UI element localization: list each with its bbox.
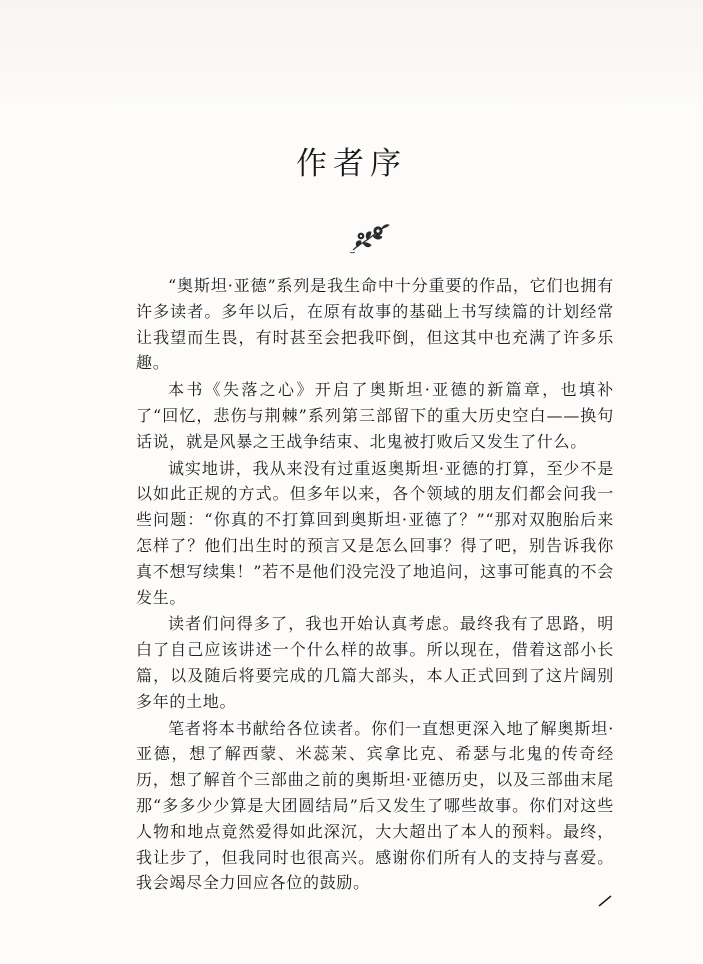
paragraph: 本书《失落之心》开启了奥斯坦·亚德的新篇章，也填补了“回忆，悲伤与荆棘”系列第三部留下的重大历史空白——换句话说，就是风暴之王战争结束、北鬼被打败后又发生了什么。 (136, 380, 614, 451)
paragraph: “奥斯坦·亚德”系列是我生命中十分重要的作品，它们也拥有许多读者。多年以后，在原有故事的基础上书写续篇的计划经常让我望而生畏，有时甚至会把我吓倒，但这其中也充满了许多乐趣。 (136, 276, 614, 373)
page-title: 作者序 (296, 146, 407, 182)
flower-ornament-icon (349, 222, 391, 256)
paragraph: 诚实地讲，我从来没有过重返奥斯坦·亚德的打算，至少不是以如此正规的方式。但多年以来，各个领域的朋友们都会问我一些问题：“你真的不打算回到奥斯坦·亚德了？”“那对双胞胎后来怎样了？他们出生时的预言又是怎么回事？得了吧，别告诉我你真不想写续集！”若不是他们没完没了地追问，这事可能真的不会发生。 (136, 458, 614, 607)
page-top-shading (0, 0, 703, 110)
preface-body (136, 273, 614, 897)
paragraph: 笔者将本书献给各位读者。你们一直想更深入地了解奥斯坦·亚德，想了解西蒙、米蕊茉、宾拿比克、希瑟与北鬼的传奇经历，想了解首个三部曲之前的奥斯坦·亚德历史，以及三部曲末尾那“多多少少算是大团圆结局”后又发生了哪些故事。你们对这些人物和地点竟然爱得如此深沉，大大超出了本人的预料。最终，我让步了，但我同时也很高兴。感谢你们所有人的支持与喜爱。我会竭尽全力回应各位的鼓励。 (136, 718, 614, 893)
pen-stroke-mark-icon (598, 895, 612, 907)
paragraph: 读者们问得多了，我也开始认真考虑。最终我有了思路，明白了自己应该讲述一个什么样的故事。所以现在，借着这部小长篇，以及随后将要完成的几篇大部头，本人正式回到了这片阔别多年的土地。 (136, 614, 614, 711)
